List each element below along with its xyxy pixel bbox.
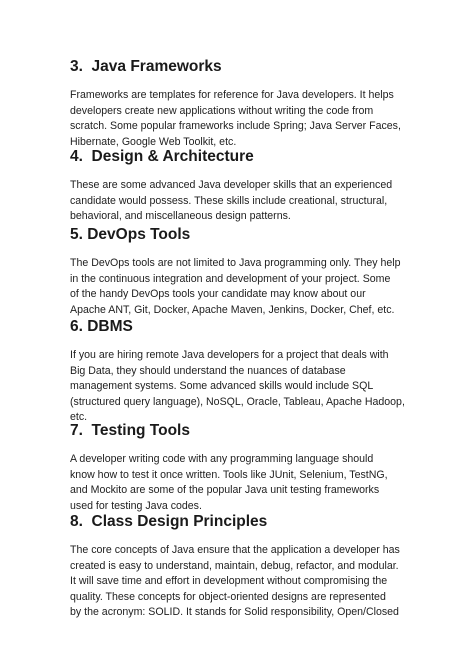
body-line: quality. These concepts for object-oriented designs are represented [70, 590, 386, 603]
section-body [70, 348, 412, 426]
body-line: It will save time and effort in development without compromising the [70, 575, 388, 588]
body-line: A developer writing code with any programming language should [70, 453, 374, 465]
section-body [70, 178, 412, 225]
body-line: Big Data, they should understand the nuances of database [70, 364, 346, 377]
body-line: scratch. Some popular frameworks include Spring; Java Server Faces, [70, 120, 401, 133]
body-line: Hibernate, Google Web Toolkit, etc. [70, 135, 237, 148]
section-heading: 4. Design & Architecture [70, 148, 254, 165]
section-design-architecture [70, 147, 412, 225]
section-testing-tools [70, 421, 412, 514]
section-body [70, 452, 412, 514]
body-line: know how to test it once written. Tools like JUnit, Selenium, TestNG, [70, 468, 388, 481]
body-line: in the continuous integration and development of your project. Some [70, 272, 391, 285]
body-line: developers create new applications without writing the code from [70, 104, 374, 117]
section-heading: 3. Java Frameworks [70, 58, 222, 75]
section-heading: 5. DevOps Tools [70, 226, 191, 243]
section-body [70, 88, 412, 150]
section-body [70, 256, 412, 318]
body-line: The DevOps tools are not limited to Java programming only. They help [70, 257, 401, 269]
body-line: The core concepts of Java ensure that the application a developer has [70, 544, 400, 556]
body-line: and Mockito are some of the popular Java unit testing frameworks [70, 484, 380, 497]
section-body [70, 543, 412, 621]
body-line: used for testing Java codes. [70, 499, 202, 512]
body-line: candidate would possess. These skills include creational, structural, [70, 194, 388, 207]
body-line: of the handy DevOps tools your candidate may know about our [70, 288, 366, 301]
section-heading: 6. DBMS [70, 318, 133, 335]
section-heading: 7. Testing Tools [70, 422, 190, 439]
body-line: If you are hiring remote Java developers for a project that deals with [70, 349, 389, 361]
body-line: by the acronym: SOLID. It stands for Solid responsibility, Open/Closed [70, 606, 399, 619]
section-class-design-principles [70, 512, 412, 621]
body-line: created is easy to understand, maintain, debug, refactor, and modular. [70, 559, 399, 572]
body-line: Apache ANT, Git, Docker, Apache Maven, Jenkins, Docker, Chef, etc. [70, 303, 395, 316]
body-line: (structured query language), NoSQL, Oracle, Tableau, Apache Hadoop, [70, 395, 405, 408]
body-line: These are some advanced Java developer skills that an experienced [70, 179, 393, 191]
body-line: etc. [70, 411, 88, 424]
body-line: Frameworks are templates for reference for Java developers. It helps [70, 89, 394, 101]
section-java-frameworks [70, 57, 412, 150]
section-heading: 8. Class Design Principles [70, 513, 268, 530]
body-line: behavioral, and miscellaneous design patterns. [70, 210, 291, 223]
section-dbms [70, 317, 412, 426]
body-line: management systems. Some advanced skills would include SQL [70, 380, 374, 393]
section-devops-tools [70, 225, 412, 318]
